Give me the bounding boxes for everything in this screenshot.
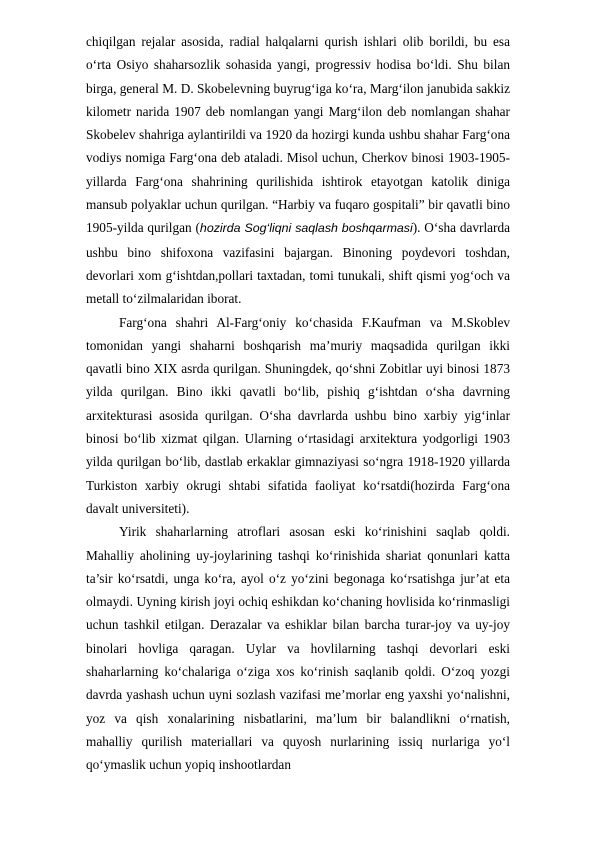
paragraph-1 <box>86 30 510 311</box>
document-page <box>86 30 510 777</box>
paragraph-3: Yirik shaharlarning atroflari asosan eski ko‘rinishini saqlab qoldi. Mahalliy aholining uy-joylarining tashqi ko‘rinishida shariat qonunlari katta ta’sir ko‘rsatdi, unga ko‘ra, ayol o‘z yo‘zini begonaga ko‘rsatishga jur’at eta olmaydi. Uyning kirish joyi ochiq eshikdan ko‘chaning hovlisida ko‘rinmasligi uchun tashkil etilgan. Derazalar va eshiklar bilan barcha turar-joy va uy-joy binolari hovliga qaragan. Uylar va hovlilarning tashqi devorlari eski shaharlarning ko‘chalariga o‘ziga xos ko‘rinish saqlanib qoldi. O‘zoq yozgi davrda yashash uchun uyni sozlash vazifasi me’morlar eng yaxshi yo‘nalishni, yoz va qish xonalarining nisbatlarini, ma’lum bir balandlikni o‘rnatish, mahalliy qurilish materiallari va quyosh nurlarining issiq nurlariga yo‘l qo‘ymaslik uchun yopiq inshootlardan <box>86 524 510 773</box>
paragraph-1-text-before: chiqilgan rejalar asosida, radial halqalarni qurish ishlari olib borildi, bu esa o‘rta Osiyo shaharsozlik sohasida yangi, progressiv hodisa bo‘ldi. Shu bilan birga, general M. D. Skobelevning buyrug‘iga ko‘ra, Marg‘ilon janubida sakkiz kilometr narida 1907 deb nomlangan yangi Marg‘ilon deb nomlangan shahar Skobelev shahriga aylantirildi va 1920 da hozirgi kunda ushbu shahar Farg‘ona vodiys nomiga Farg‘ona deb ataladi. Misol uchun, Cherkov binosi 1903-1905-yillarda Farg‘ona shahrining qurilishida ishtirok etayotgan katolik diniga mansub polyaklar uchun qurilgan. “Harbiy va fuqaro gospitali” bir qavatli bino 1905-yilda qurilgan ( <box>86 34 510 236</box>
paragraph-2: Farg‘ona shahri Al-Farg‘oniy ko‘chasida F.Kaufman va M.Skoblev tomonidan yangi shaharni boshqarish ma’muriy maqsadida qurilgan ikki qavatli bino XIX asrda qurilgan. Shuningdek, qo‘shni Zobitlar uyi binosi 1873 yilda qurilgan. Bino ikki qavatli bo‘lib, pishiq g‘ishtdan o‘sha davrning arxitekturasi asosida qurilgan. O‘sha davrlarda ushbu bino xarbiy yig‘inlar binosi bo‘lib xizmat qilgan. Ularning o‘rtasidagi arxitektura yodgorligi 1903 yilda qurilgan bo‘lib, dastlab erkaklar gimnaziyasi so‘ngra 1918-1920 yillarda Turkiston xarbiy okrugi shtabi sifatida faoliyat ko‘rsatdi(hozirda Farg‘ona davalt universiteti). <box>86 314 510 516</box>
paragraph-1-italic-note: hozirda Sog‘liqni saqlash boshqarmasi <box>199 221 413 236</box>
paragraph-1-text-after: ). O‘sha davrlarda ushbu bino shifoxona vazifasini bajargan. Binoning poydevori toshdan, devorlari xom g‘ishtdan,pollari taxtadan, tomi tunukali, shift qismi yog‘och va metall to‘zilmalaridan iborat. <box>86 220 511 307</box>
